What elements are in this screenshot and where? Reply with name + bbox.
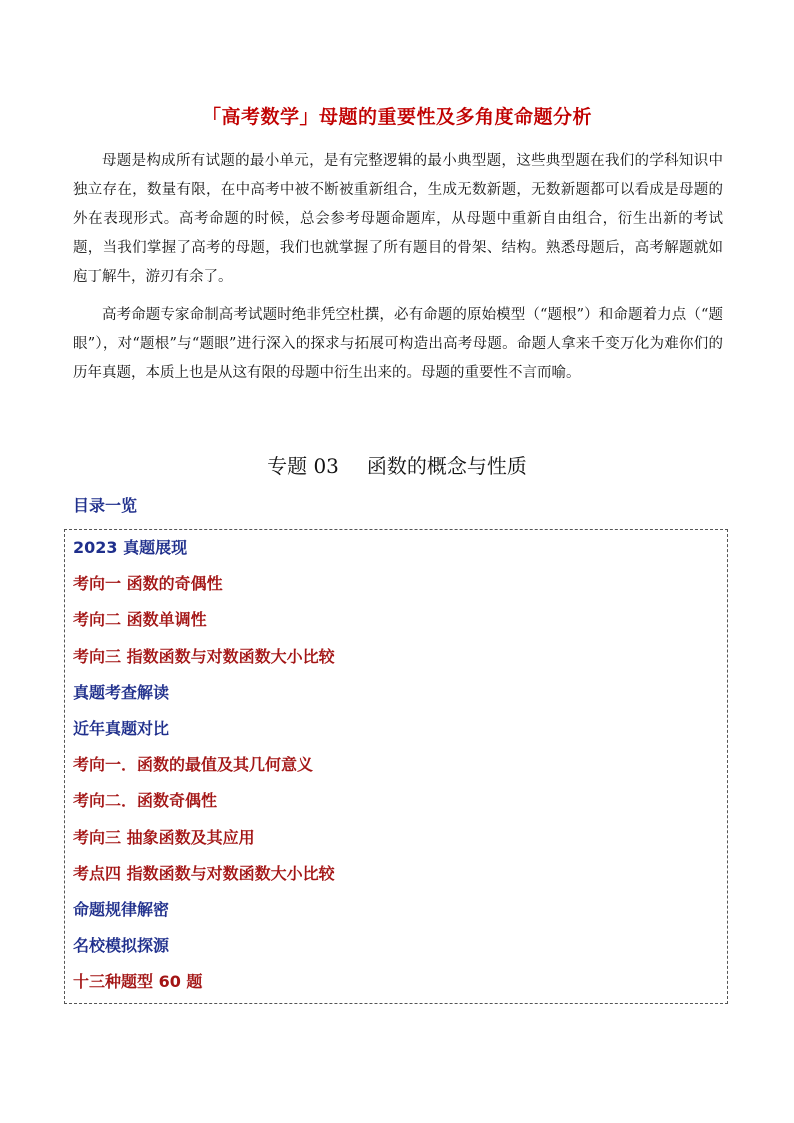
toc-item-recent-direction-1[interactable]: 考向一．函数的最值及其几何意义 — [73, 755, 314, 775]
toc-item-recent-direction-3[interactable]: 考向三 抽象函数及其应用 — [73, 827, 255, 847]
toc-heading: 目录一览 — [73, 496, 138, 515]
toc-item-recent-direction-2[interactable]: 考向二．函数奇偶性 — [73, 791, 218, 811]
intro-paragraph-1 — [73, 147, 723, 292]
toc-list — [73, 534, 335, 1004]
intro-paragraph-1-text: 母题是构成所有试题的最小单元，是有完整逻辑的最小典型题，这些典型题在我们的学科知识中独立存在，数量有限，在中高考中被不断被重新组合，生成无数新题，无数新题都可以看成是母题的外在表现形式。高考命题的时候，总会参考母题命题库，从母题中重新自由组合，衍生出新的考试题，当我们掌握了高考的母题，我们也就掌握了所有题目的骨架、结构。熟悉母题后，高考解题就如庖丁解牛，游刃有余了。 — [73, 153, 723, 285]
toc-item-direction-3[interactable]: 考向三 指数函数与对数函数大小比较 — [73, 646, 335, 666]
toc-item-recent-point-4[interactable]: 考点四 指数函数与对数函数大小比较 — [73, 863, 335, 883]
toc-item-school-mock[interactable]: 名校模拟探源 — [73, 936, 170, 956]
toc-item-exam-analysis[interactable]: 真题考查解读 — [73, 682, 170, 702]
toc-item-direction-1[interactable]: 考向一 函数的奇偶性 — [73, 574, 223, 594]
toc-item-2023-exam[interactable]: 2023 真题展现 — [73, 538, 188, 557]
toc-item-pattern-decoding[interactable]: 命题规律解密 — [73, 899, 170, 919]
intro-paragraph-2 — [73, 301, 723, 388]
toc-item-recent-comparison[interactable]: 近年真题对比 — [73, 718, 170, 738]
topic-name: 函数的概念与性质 — [366, 454, 527, 478]
topic-title — [0, 450, 794, 479]
topic-number: 专题 03 — [267, 454, 339, 478]
intro-paragraph-2-text: 高考命题专家命制高考试题时绝非凭空杜撰，必有命题的原始模型（“题根”）和命题着力点（“题眼”），对“题根”与“题眼”进行深入的探求与拓展可构造出高考母题。命题人拿来千变万化为难你们的历年真题，本质上也是从这有限的母题中衍生出来的。母题的重要性不言而喻。 — [73, 307, 723, 381]
toc-item-direction-2[interactable]: 考向二 函数单调性 — [73, 610, 207, 630]
toc-box — [64, 529, 728, 1004]
page-title: 「高考数学」母题的重要性及多角度命题分析 — [201, 106, 592, 128]
toc-item-question-types[interactable]: 十三种题型 60 题 — [73, 972, 203, 992]
